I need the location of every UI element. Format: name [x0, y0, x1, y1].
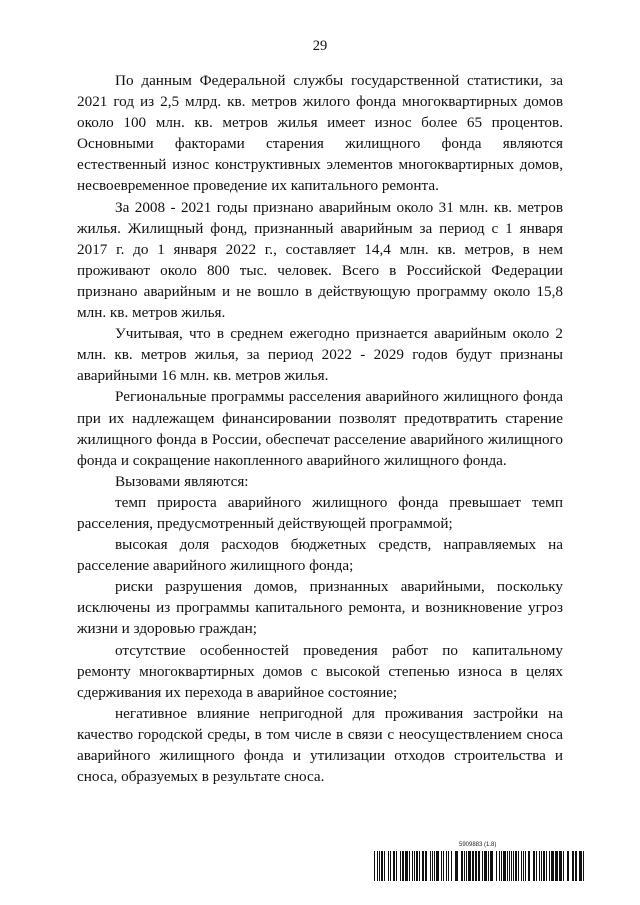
barcode-bar: [436, 851, 439, 881]
barcode-bar: [496, 851, 497, 881]
paragraph: Учитывая, что в среднем ежегодно признается аварийным около 2 млн. кв. метров жилья, за период 2022 - 2029 годов будут признаны аварийными 16 млн. кв. метров жилья.: [77, 325, 563, 385]
barcode-bar: [409, 851, 410, 881]
barcode-bar: [396, 851, 397, 881]
barcode-bar: [511, 851, 512, 881]
barcode-bar: [551, 851, 554, 881]
barcode-bar: [488, 851, 489, 881]
barcode-bar: [468, 851, 471, 881]
barcode-bar: [490, 851, 493, 881]
barcode-bar: [416, 851, 418, 881]
barcode-bar: [482, 851, 483, 881]
barcode-bar: [390, 851, 391, 881]
barcode-bar: [546, 851, 547, 881]
barcode-bar: [393, 851, 395, 881]
barcode-bar: [475, 851, 477, 881]
barcode-bar: [521, 851, 522, 881]
barcode-bar: [448, 851, 449, 881]
barcode-bar: [412, 851, 413, 881]
barcode-bar: [432, 851, 433, 881]
barcode-bar: [402, 851, 404, 881]
barcode-bar: [572, 851, 574, 881]
page-number: 29: [312, 38, 328, 54]
barcode-bar: [419, 851, 420, 881]
barcode-bar: [478, 851, 480, 881]
barcode-bar: [451, 851, 452, 881]
barcode-bar: [536, 851, 537, 881]
barcode-bar: [539, 851, 540, 881]
barcode-bar: [563, 851, 564, 881]
barcode-bar: [377, 851, 378, 881]
barcode-bar: [466, 851, 467, 881]
barcode-bar: [559, 851, 562, 881]
barcode-bar: [533, 851, 535, 881]
barcode-bar: [503, 851, 506, 881]
barcode-bar: [422, 851, 424, 881]
barcode-bar: [464, 851, 465, 881]
barcode-bar: [509, 851, 510, 881]
barcode-bar: [549, 851, 550, 881]
barcode-bar: [583, 851, 584, 881]
barcode-bar: [430, 851, 431, 881]
barcode-bar: [374, 851, 375, 881]
body-text: [77, 70, 563, 787]
barcode-bar: [501, 851, 502, 881]
barcode-bar: [575, 851, 577, 881]
barcode-bar: [567, 851, 569, 881]
barcode-bar: [528, 851, 530, 881]
barcode-icon: [374, 851, 584, 881]
barcode-bar: [400, 851, 401, 881]
barcode-bar: [541, 851, 542, 881]
barcode-bar: [446, 851, 447, 881]
barcode-bar: [513, 851, 514, 881]
barcode-bar: [515, 851, 517, 881]
barcode-bar: [414, 851, 415, 881]
paragraph: высокая доля расходов бюджетных средств, направляемых на расселение аварийного жилищного фонда;: [77, 536, 563, 575]
paragraph: негативное влияние непригодной для проживания застройки на качество городской среды, в том числе в связи с неосуществлением сноса аварийного жилищного фонда и утилизации отходов строительства и сноса, образуемых в результате сноса.: [77, 704, 563, 786]
barcode-bar: [518, 851, 519, 881]
paragraph: Вызовами являются:: [115, 472, 249, 490]
barcode-bar: [499, 851, 500, 881]
paragraph: отсутствие особенностей проведения работ по капитальному ремонту многоквартирных домов с высокой степенью износа в целях сдерживания их перехода в аварийное состояние;: [77, 641, 563, 701]
barcode-bar: [455, 851, 458, 881]
barcode-bar: [405, 851, 408, 881]
barcode-bar: [434, 851, 435, 881]
barcode-bar: [441, 851, 442, 881]
barcode-bar: [525, 851, 526, 881]
barcode-bar: [379, 851, 380, 881]
barcode-bar: [523, 851, 524, 881]
paragraph: Региональные программы расселения аварийного жилищного фонда при их надлежащем финансировании позволят предотвратить старение жилищного фонда в России, обеспечат расселение аварийного жилищного фонда и сокращение накопленного аварийного жилищного фонда.: [77, 388, 563, 469]
paragraph: По данным Федеральной службы государственной статистики, за 2021 год из 2,5 млрд. кв. метров жилого фонда многоквартирных домов около 100 млн. кв. метров жилья имеет износ более 65 процентов. Основными факторами старения жилищного фонда являются естественный износ конструктивных элементов многоквартирных домов, несвоевременное проведение их капитального ремонта.: [77, 72, 563, 195]
barcode-bar: [425, 851, 427, 881]
barcode-bar: [579, 851, 582, 881]
barcode-bar: [543, 851, 545, 881]
barcode-bar: [384, 851, 385, 881]
barcode-bar: [388, 851, 389, 881]
barcode-bar: [443, 851, 444, 881]
barcode-bar: [461, 851, 463, 881]
barcode-bar: [381, 851, 383, 881]
barcode-bar: [507, 851, 508, 881]
paragraph: За 2008 - 2021 годы признано аварийным около 31 млн. кв. метров жилья. Жилищный фонд, признанный аварийным за период с 1 января 2017 г. до 1 января 2022 г., составляет 14,4 млн. кв. метров, в нем проживают около 800 тыс. человек. Всего в Российской Федерации признано аварийным и не вошло в действующую программу около 15,8 млн. кв. метров жилья.: [77, 198, 563, 322]
document-code: 5909883 (1.8): [459, 842, 497, 848]
barcode-bar: [555, 851, 558, 881]
paragraph: риски разрушения домов, признанных аварийными, поскольку исключены из программы капитального ремонта, и возникновение угроз жизни и здоровью граждан;: [77, 578, 563, 638]
barcode-bar: [472, 851, 474, 881]
barcode-bar: [484, 851, 487, 881]
paragraph: темп прироста аварийного жилищного фонда превышает темп расселения, предусмотренный действующей программой;: [77, 493, 563, 532]
